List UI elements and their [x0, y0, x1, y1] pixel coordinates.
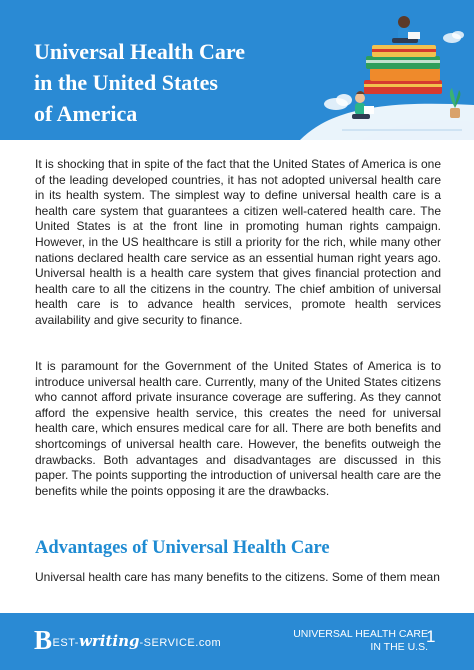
footer-title-line-2: IN THE U.S. [370, 641, 428, 653]
footer-bar [0, 613, 474, 670]
footer-title-line-1: UNIVERSAL HEALTH CARE [293, 628, 428, 640]
logo-part-3: -SERVICE [139, 637, 196, 649]
section-intro-text: Universal health care has many benefits to the citizens. Some of them mean [35, 570, 440, 584]
title-line-2: in the United States [34, 70, 218, 95]
title-line-3: of America [34, 101, 138, 126]
logo-initial: B [34, 625, 53, 655]
logo-suffix: .com [195, 637, 222, 649]
plant-icon [450, 88, 461, 118]
logo-part-1: EST- [52, 637, 79, 649]
page-title [34, 36, 304, 129]
body-paragraph-2: It is paramount for the Government of the United States of America is to introduce universal health care. Currently, many of the United States citizens who cannot afford private insurance coverage are suffering. As they cannot afford the expensive health service, this creates the need for universal health care, which ensures medical care for all. There are both benefits and shortcomings of universal health care. However, the benefits outweigh the drawbacks. Both advantages and disadvantages are discussed in this paper. The points supporting the introduction of universal health care are the benefits while the points opposing it are the drawbacks. [35, 359, 441, 498]
section-heading: Advantages of Universal Health Care [35, 538, 330, 558]
footer-doc-title [268, 628, 428, 654]
books-stack-illustration [312, 8, 472, 140]
student-reading-illustration [352, 91, 374, 119]
title-line-1: Universal Health Care [34, 39, 246, 64]
student-on-books [392, 16, 420, 43]
body-paragraph-1: It is shocking that in spite of the fact that the United States of America is one of the leading developed countries, it has not adopted universal health care in its health system. The simplest way to define universal health care is a health care system that guarantees a citizen well-catered health care. The United States is at the front line in promoting human rights campaign. However, in the US healthcare is still a priority for the rich, while many other nations declared health care service as an essential human right years ago. Universal health is a health care system that gives financial protection and health care to all the citizens in the country. The chief ambition of universal health care is to advance health services, promote health services availability and give security to finance. [35, 157, 441, 327]
brand-logo[interactable] [34, 625, 221, 656]
logo-part-2: writing [78, 632, 140, 650]
page-number: 1 [426, 627, 436, 646]
header-banner [0, 0, 474, 140]
